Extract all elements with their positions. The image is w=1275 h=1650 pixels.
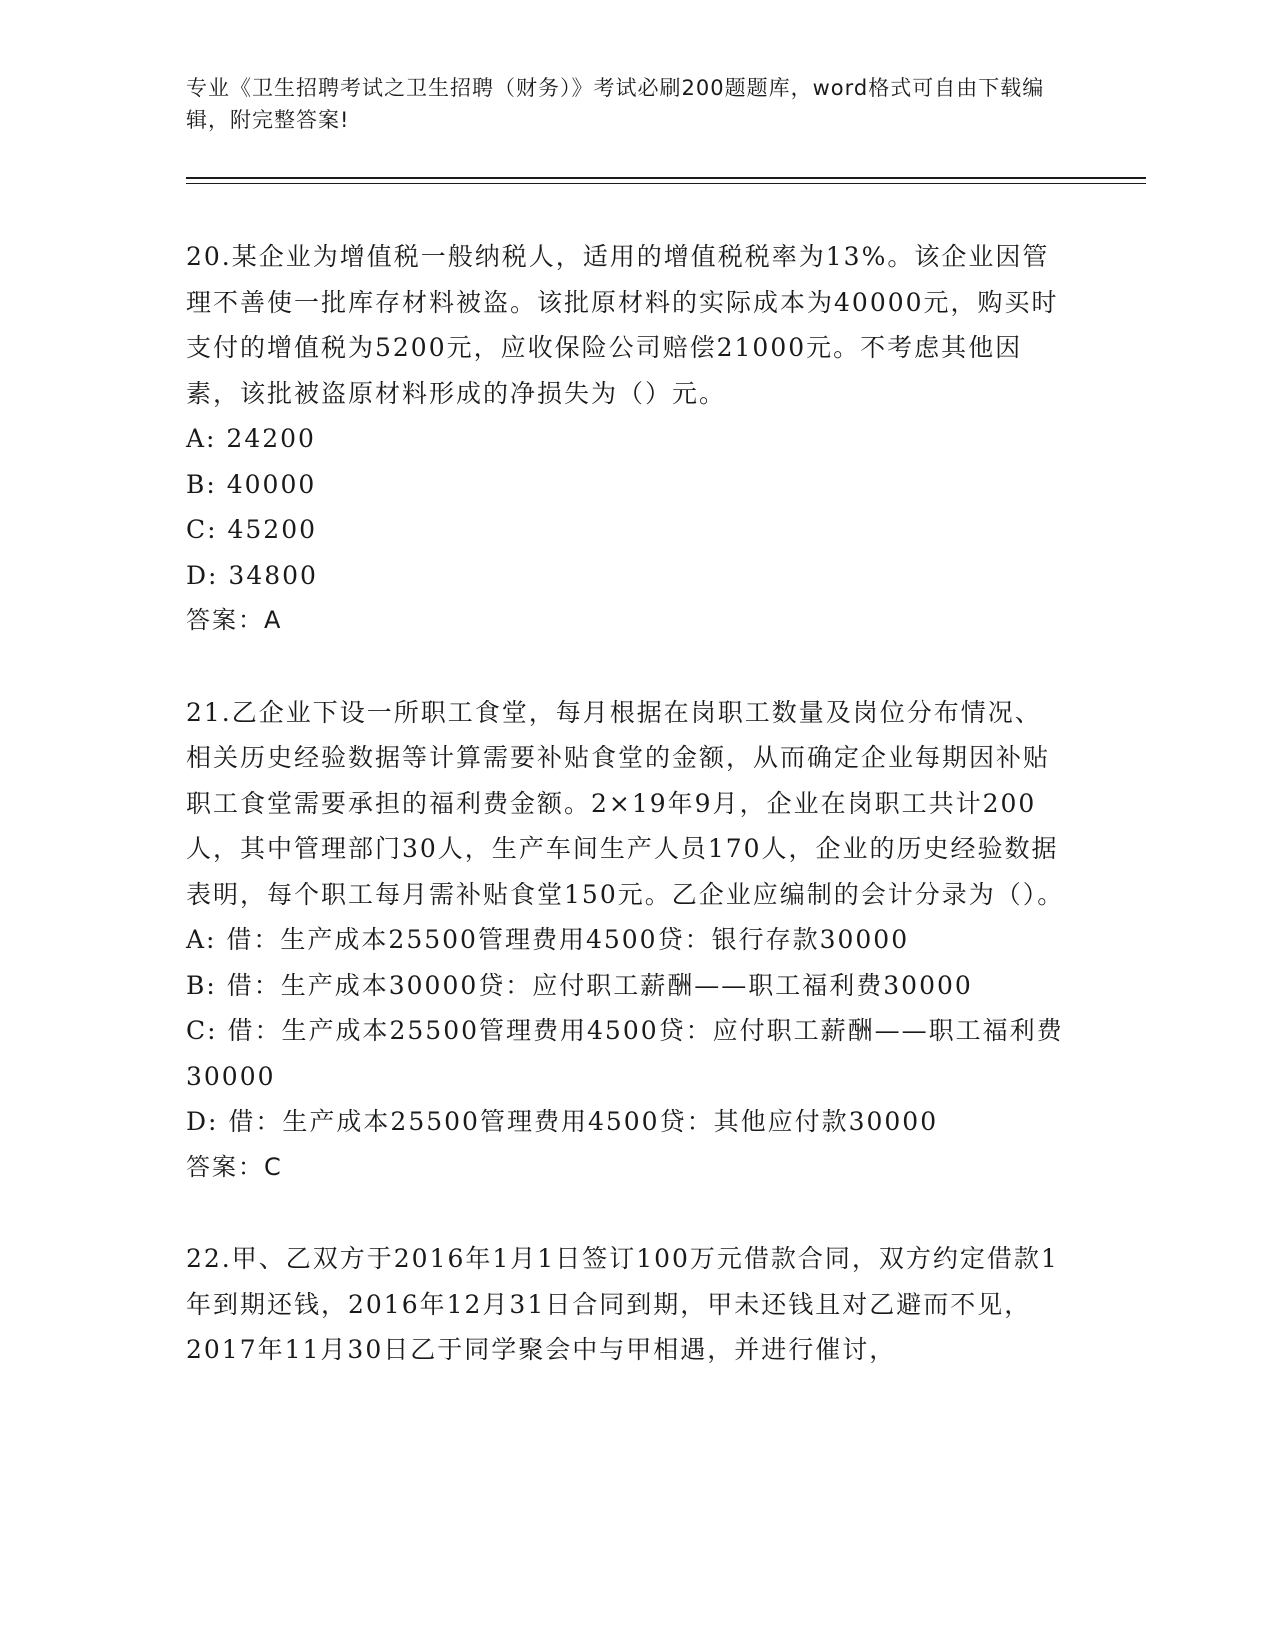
question-list [186,234,1066,1373]
document-header: 专业《卫生招聘考试之卫生招聘（财务）》考试必刷200题题库，word格式可自由下载编辑，附完整答案! [186,76,1045,132]
option-c: C: 借：生产成本25500管理费用4500贷：应付职工薪酬——职工福利费30000 [186,1016,1064,1091]
answer-line: 答案：C [186,1152,283,1181]
header-divider-thick [186,177,1146,179]
option-a: A: 24200 [186,424,316,453]
answer-line: 答案：A [186,606,283,634]
option-b: B: 40000 [186,469,317,499]
question-stem: 21.乙企业下设一所职工食堂，每月根据在岗职工数量及岗位分布情况、相关历史经验数据等计算需要补贴食堂的金额，从而确定企业每期因补贴职工食堂需要承担的福利费金额。2×19年9月，企业在岗职工共计200人，其中管理部门30人，生产车间生产人员170人，企业的历史经验数据表明，每个职工每月需补贴食堂150元。乙企业应编制的会计分录为（）。 [186,697,1065,909]
option-a: A: 借：生产成本25500管理费用4500贷：银行存款30000 [186,925,910,954]
question-item-22 [186,1236,1066,1373]
header-divider-thin [186,183,1146,184]
option-b: B: 借：生产成本30000贷：应付职工薪酬——职工福利费30000 [186,970,973,1000]
question-stem: 20.某企业为增值税一般纳税人，适用的增值税税率为13%。该企业因管理不善使一批库存材料被盗。该批原材料的实际成本为40000元，购买时支付的增值税为5200元，应收保险公司赔偿21000元。不考虑其他因素，该批被盗原材料形成的净损失为（）元。 [186,242,1059,408]
option-c: C: 45200 [186,515,318,544]
question-item-21 [186,690,1066,1191]
question-item-20 [186,234,1066,644]
option-d: D: 借：生产成本25500管理费用4500贷：其他应付款30000 [186,1107,939,1136]
option-d: D: 34800 [186,560,318,590]
question-stem: 22.甲、乙双方于2016年1月1日签订100万元借款合同，双方约定借款1年到期还钱，2016年12月31日合同到期，甲未还钱且对乙避而不见，2017年11月30日乙于同学聚会中与甲相遇，并进行催讨， [186,1244,1059,1364]
